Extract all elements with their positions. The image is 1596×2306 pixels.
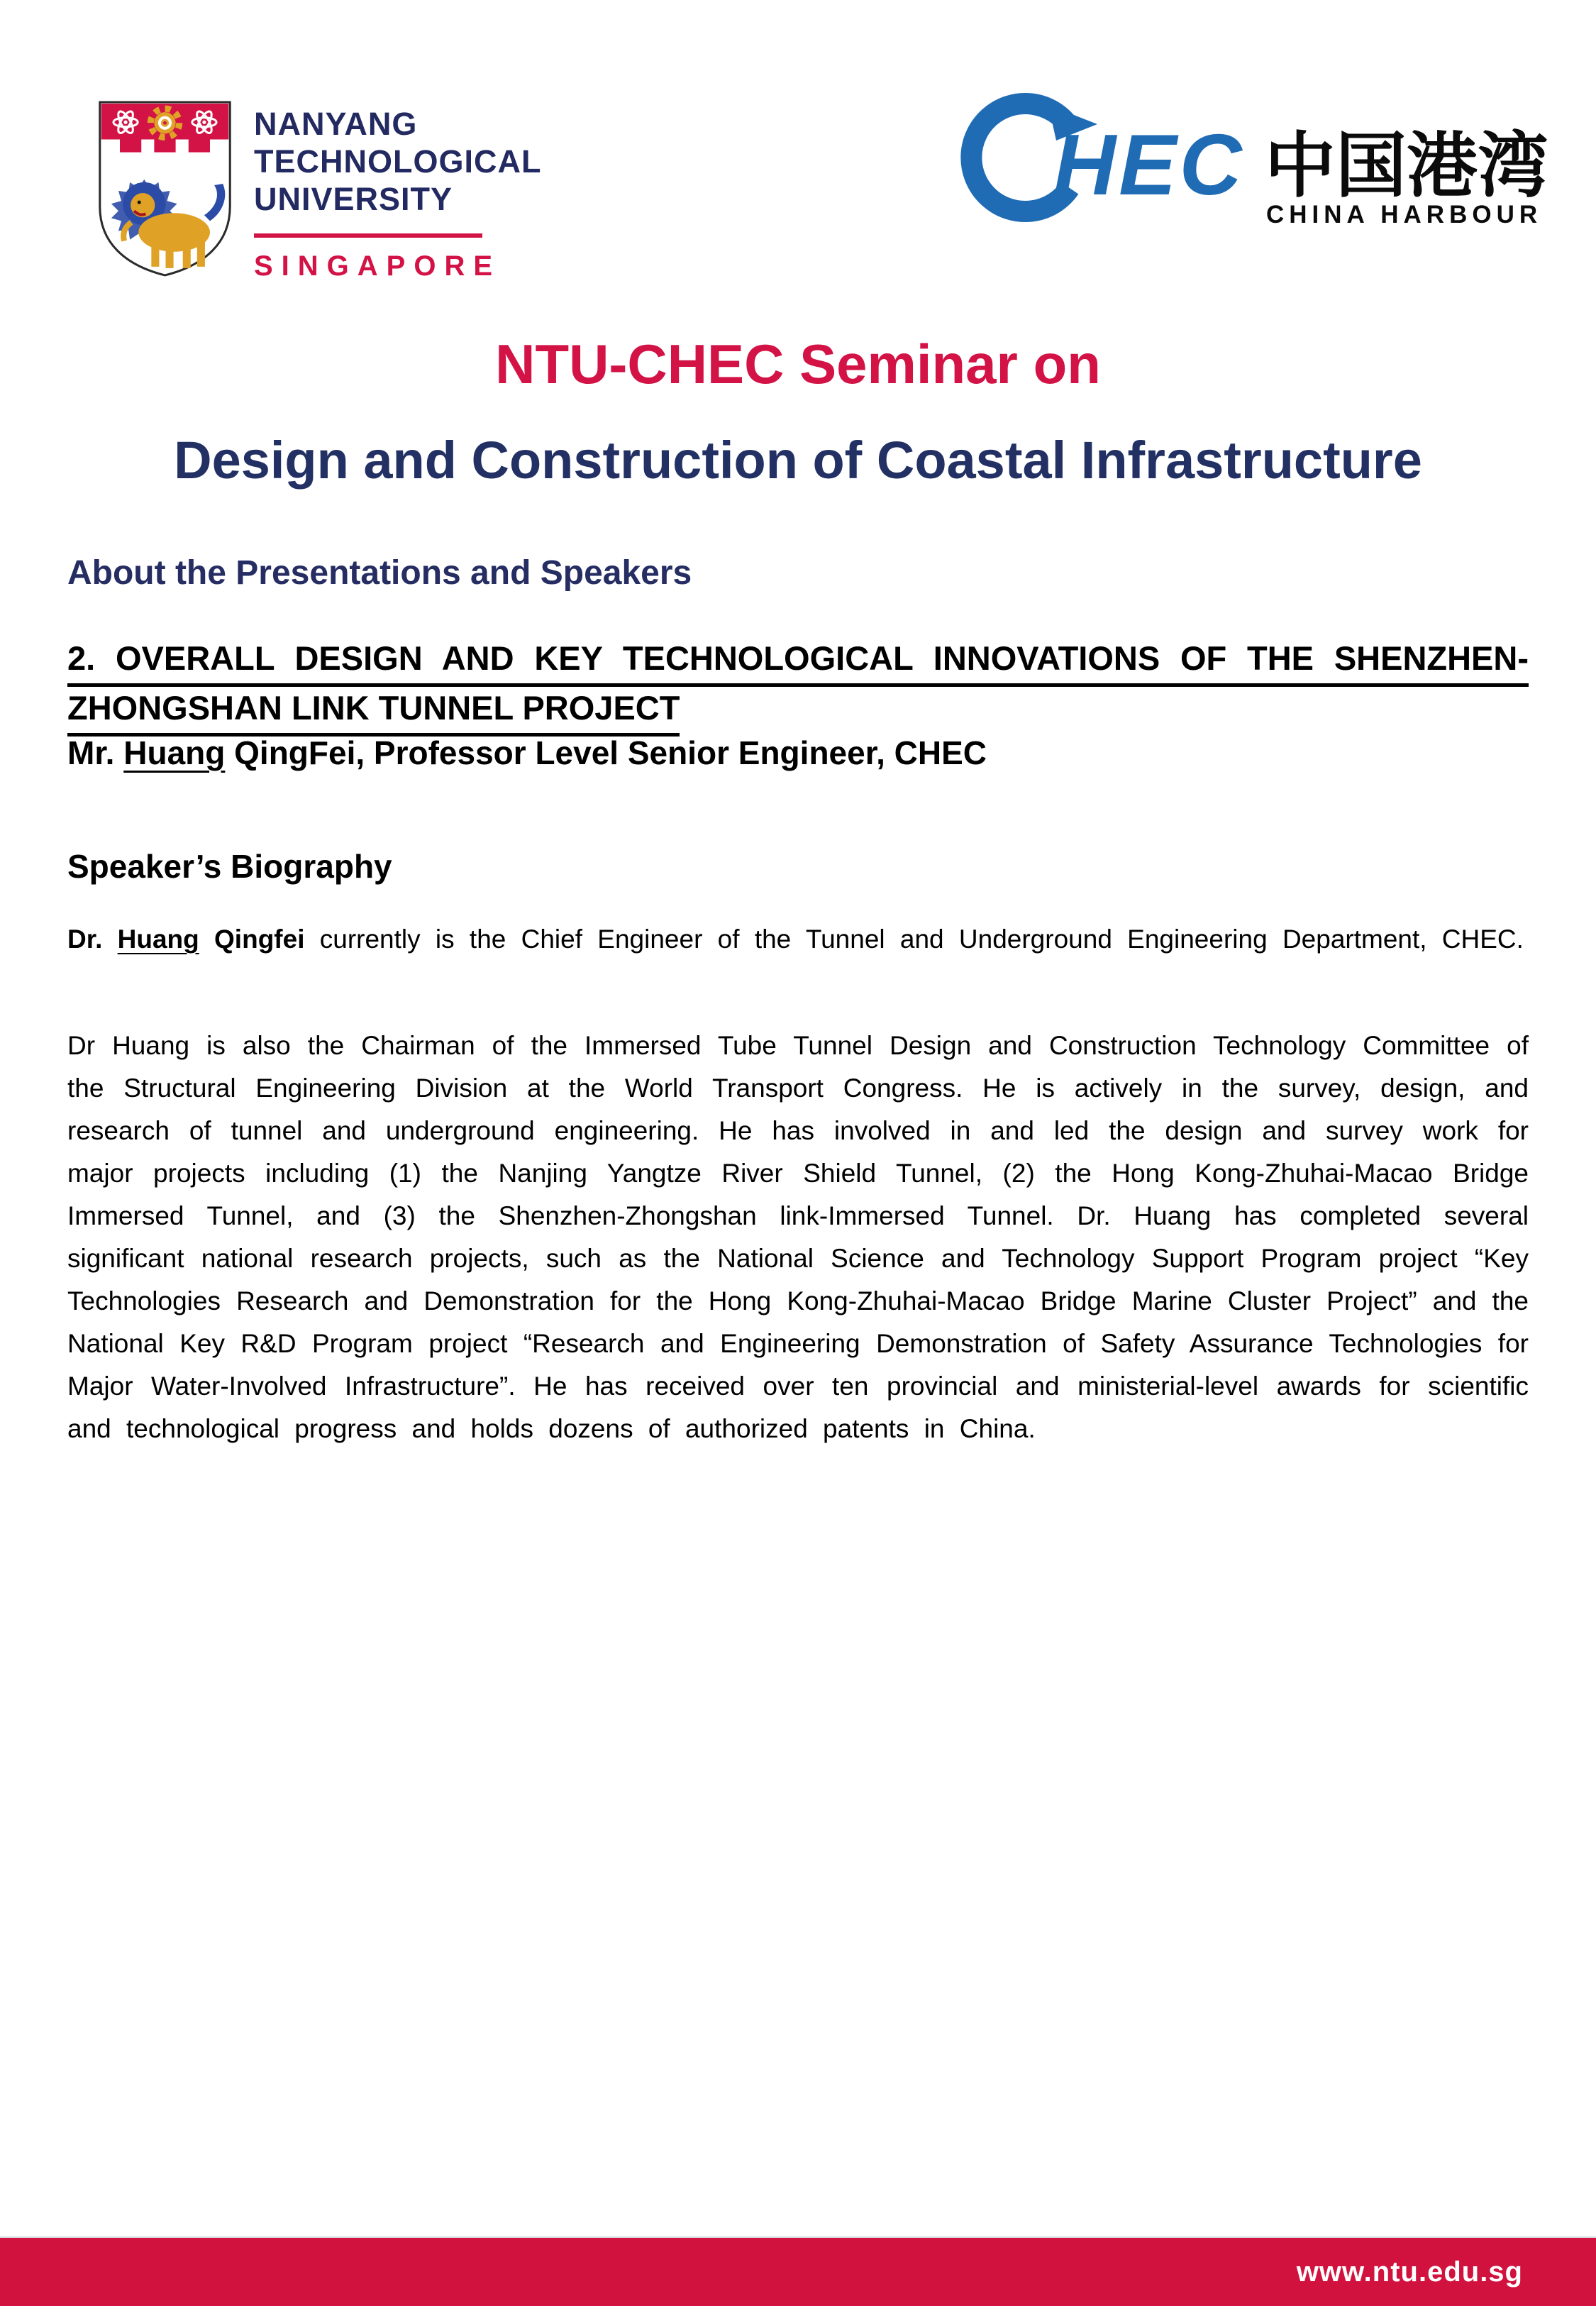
ntu-wordmark-singapore: SINGAPORE xyxy=(254,250,501,282)
ntu-red-rule xyxy=(254,233,482,238)
about-heading: About the Presentations and Speakers xyxy=(67,554,692,592)
ntu-wordmark xyxy=(254,99,541,282)
ntu-wordmark-line: UNIVERSITY xyxy=(254,181,453,217)
ntu-crest-icon xyxy=(96,99,234,278)
ntu-wordmark-line: NANYANG xyxy=(254,106,418,142)
bio-paragraph-2: Dr Huang is also the Chairman of the Immersed Tube Tunnel Design and Construction Technology Committee of the Structural Engineering Division at the World Transport Congress. He is actively in the survey, design, and research of tunnel and underground engineering. He has involved in and led the design and survey work for major projects including (1) the Nanjing Yangtze River Shield Tunnel, (2) the Hong Kong-Zhuhai-Macao Bridge Immersed Tunnel, and (3) the Shenzhen-Zhongshan link-Immersed Tunnel. Dr. Huang has completed several significant national research projects, such as the National Science and Technology Support Program project “Key Technologies Research and Demonstration for the Hong Kong-Zhuhai-Macao Bridge Marine Cluster Project” and the National Key R&D Program project “Research and Engineering Demonstration of Safety Assurance Technologies for Major Water-Involved Infrastructure”. He has received over ten provincial and ministerial-level awards for scientific and technological progress and holds dozens of authorized patents in China. xyxy=(67,1031,1529,1443)
p1-given-name: Qingfei xyxy=(199,925,305,954)
footer-url: www.ntu.edu.sg xyxy=(1296,2256,1523,2288)
bio-paragraph-1 xyxy=(67,918,1529,961)
speaker-line xyxy=(67,734,987,772)
chec-logo xyxy=(954,87,1557,232)
speaker-rest: QingFei, Professor Level Senior Engineer, CHEC xyxy=(225,734,987,771)
p1-text: currently is the Chief Engineer of the Tunnel and Underground Engineering Department, CHEC. xyxy=(304,925,1524,954)
seminar-title: Design and Construction of Coastal Infrastructure xyxy=(174,431,1422,490)
chec-english-name: CHINA HARBOUR xyxy=(1266,201,1543,228)
speaker-prefix: Mr. xyxy=(67,734,124,771)
p1-dr: Dr. xyxy=(67,925,118,954)
talk-heading-line1: 2. OVERALL DESIGN AND KEY TECHNOLOGICAL INNOVATIONS OF THE SHENZHEN- xyxy=(67,639,1529,687)
talk-heading-line2: ZHONGSHAN LINK TUNNEL PROJECT xyxy=(67,688,680,737)
speaker-surname: Huang xyxy=(123,734,226,771)
ntu-wordmark-line: TECHNOLOGICAL xyxy=(254,143,542,180)
chec-acronym: HEC xyxy=(1053,116,1245,213)
chec-chinese-name: 中国港湾 xyxy=(1265,124,1548,207)
seminar-title-prefix: NTU-CHEC Seminar on xyxy=(495,333,1101,395)
ntu-logo xyxy=(96,99,541,282)
p1-surname: Huang xyxy=(117,925,199,954)
footer-bar xyxy=(0,2236,1596,2306)
bio-heading: Speaker’s Biography xyxy=(67,848,392,885)
chec-logo-icon xyxy=(954,87,1557,228)
